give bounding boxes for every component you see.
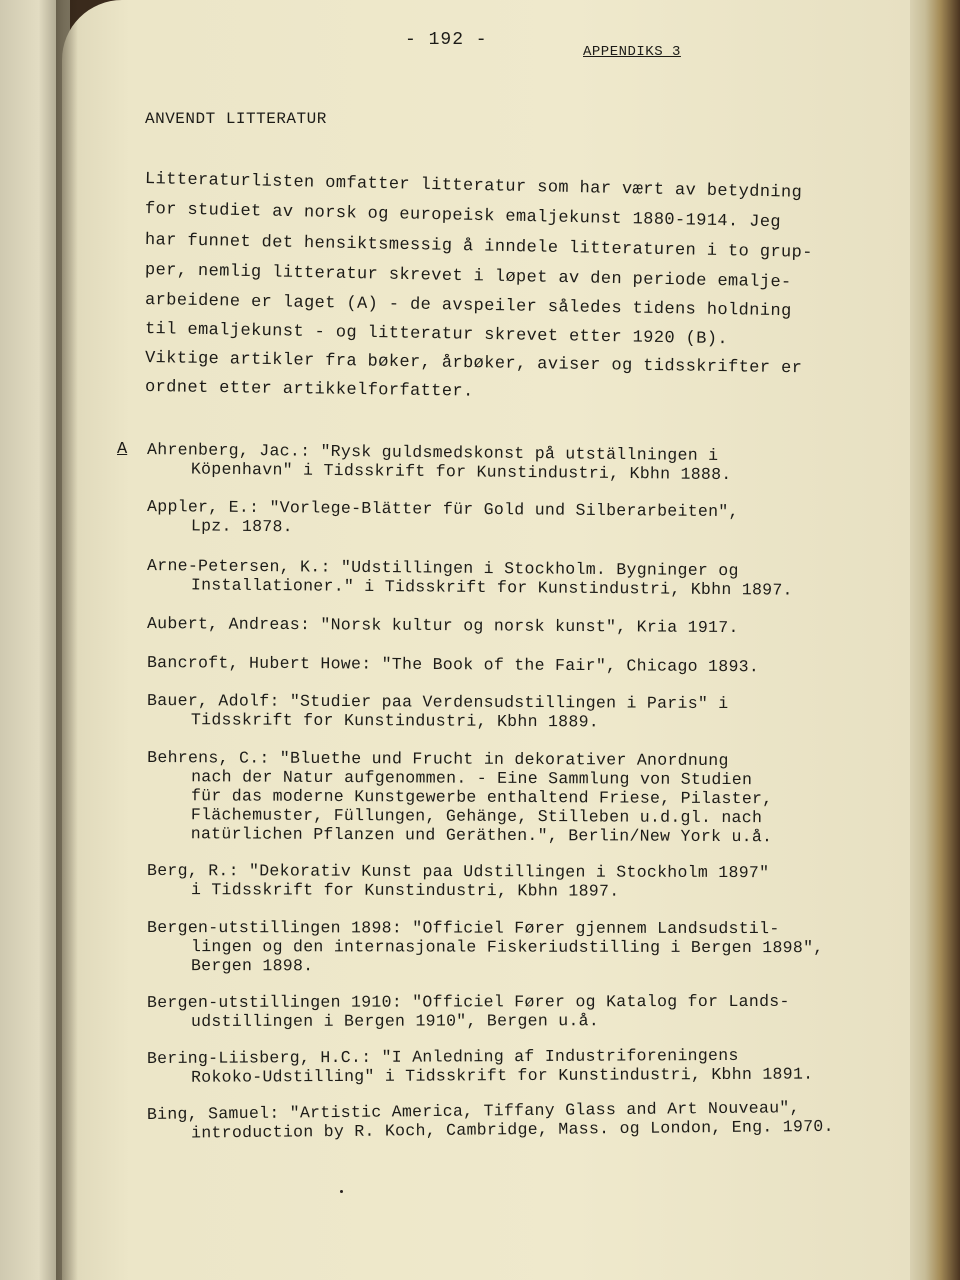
entry-line: Arne-Petersen, K.: "Udstillingen i Stockholm. Bygninger og bbox=[147, 556, 739, 581]
entry-line: Bergen-utstillingen 1910: "Officiel Fører og Katalog for Lands- bbox=[146, 991, 790, 1012]
ink-speck bbox=[340, 1190, 343, 1193]
intro-line: for studiet av norsk og europeisk emaljekunst 1880-1914. Jeg bbox=[144, 200, 782, 233]
entry-line: introduction by R. Koch, Cambridge, Mass. og London, Eng. 1970. bbox=[190, 1116, 834, 1143]
intro-line: Viktige artikler fra bøker, årbøker, aviser og tidsskrifter er bbox=[144, 349, 803, 379]
entry-line: Bergen-utstillingen 1898: "Officiel Fører gjennem Landsudstil- bbox=[147, 918, 780, 939]
bibliography-entry bbox=[147, 497, 739, 540]
entry-line: Rokoko-Udstilling" i Tidsskrift for Kunstindustri, Kbhn 1891. bbox=[190, 1064, 814, 1087]
entry-line: Bergen 1898. bbox=[190, 956, 314, 976]
entry-line: Köpenhavn" i Tidsskrift for Kunstindustri, Kbhn 1888. bbox=[190, 459, 732, 485]
entry-line: Ahrenberg, Jac.: "Rysk guldsmedskonst på utställningen i bbox=[147, 440, 719, 465]
entry-line: i Tidsskrift for Kunstindustri, Kbhn 1897. bbox=[190, 880, 620, 901]
entry-line: nach der Natur aufgenommen. - Eine Sammlung von Studien bbox=[191, 767, 753, 790]
entry-line: Bing, Samuel: "Artistic America, Tiffany Glass and Art Nouveau", bbox=[146, 1098, 800, 1124]
entry-line: udstillingen i Bergen 1910", Bergen u.å. bbox=[190, 1011, 600, 1031]
intro-line: per, nemlig litteratur skrevet i løpet av den periode emalje- bbox=[144, 261, 792, 293]
entry-line: Tidsskrift for Kunstindustri, Kbhn 1889. bbox=[190, 710, 600, 732]
entry-line: Bering-Liisberg, H.C.: "I Anledning af Industriforeningens bbox=[146, 1045, 739, 1068]
bibliography-entry bbox=[147, 440, 732, 484]
bibliography-entry bbox=[147, 556, 793, 600]
entry-line: Aubert, Andreas: "Norsk kultur og norsk kunst", Kria 1917. bbox=[146, 614, 739, 638]
entry-line: Lpz. 1878. bbox=[190, 516, 294, 537]
intro-line: arbeidene er laget (A) - de avspeiler således tidens holdning bbox=[144, 291, 792, 322]
bibliography-entry bbox=[147, 748, 773, 846]
book-gutter-shadow bbox=[56, 0, 78, 1280]
entry-line: lingen og den internasjonale Fiskeriudstilling i Bergen 1898", bbox=[190, 937, 824, 958]
intro-line: til emaljekunst - og litteratur skrevet etter 1920 (B). bbox=[144, 320, 729, 350]
intro-line: Litteraturlisten omfatter litteratur som har vært av betydning bbox=[144, 170, 803, 203]
section-heading: ANVENDT LITTERATUR bbox=[145, 110, 327, 128]
entry-line: Bauer, Adolf: "Studier paa Verdensudstillingen i Paris" i bbox=[147, 691, 729, 714]
intro-line: ordnet etter artikkelforfatter. bbox=[144, 378, 474, 402]
entry-line: für das moderne Kunstgewerbe enthaltend Friese, Pilaster, bbox=[190, 786, 773, 809]
page-stack-edge bbox=[910, 0, 960, 1280]
entry-line: natürlichen Pflanzen und Geräthen.", Berlin/New York u.å. bbox=[190, 824, 773, 847]
bibliography-entry bbox=[147, 861, 769, 901]
section-a-marker: A bbox=[117, 440, 128, 459]
entry-line: Flächemuster, Füllungen, Gehänge, Stilleben u.d.gl. nach bbox=[190, 805, 763, 828]
page-number: - 192 - bbox=[405, 30, 488, 50]
entry-line: Berg, R.: "Dekorativ Kunst paa Udstillingen i Stockholm 1897" bbox=[147, 861, 770, 883]
entry-line: Behrens, C.: "Bluethe und Frucht in dekorativer Anordnung bbox=[147, 748, 729, 771]
bibliography-entry bbox=[147, 992, 790, 1031]
entry-line: Bancroft, Hubert Howe: "The Book of the Fair", Chicago 1893. bbox=[146, 653, 760, 677]
entry-line: Installationer." i Tidsskrift for Kunstindustri, Kbhn 1897. bbox=[190, 575, 793, 600]
bibliography-entry bbox=[147, 1098, 834, 1143]
bibliography-entry bbox=[147, 1046, 814, 1087]
bibliography-entry bbox=[147, 691, 729, 732]
intro-line: har funnet det hensiktsmessig å inndele litteraturen i to grup- bbox=[144, 231, 813, 263]
entry-line: Appler, E.: "Vorlege-Blätter für Gold und Silberarbeiten", bbox=[147, 497, 739, 522]
bibliography-entry bbox=[147, 918, 824, 976]
appendix-label: APPENDIKS 3 bbox=[583, 44, 681, 60]
